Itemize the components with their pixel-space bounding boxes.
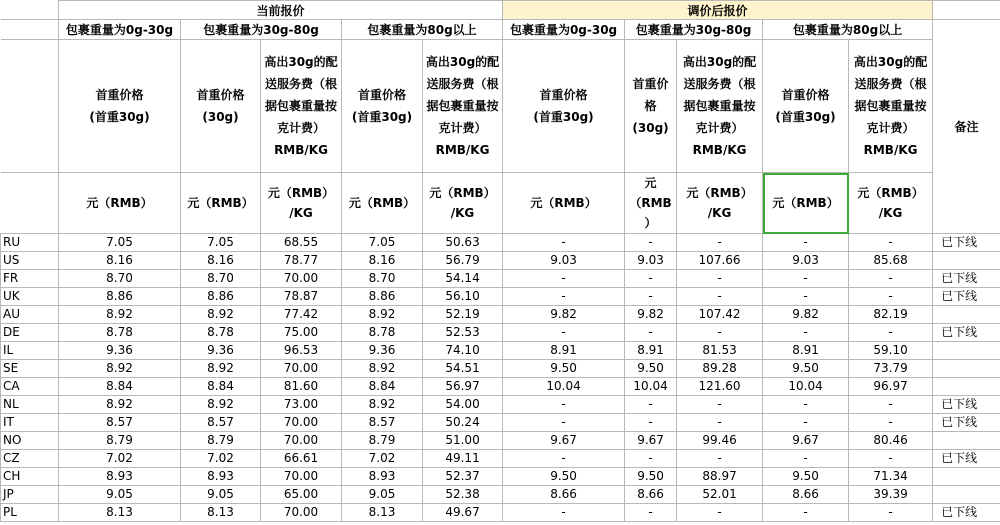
service-fee-30-80-cell[interactable]: 70.00 — [261, 468, 342, 486]
adj-first-price-80-plus-cell[interactable]: - — [763, 234, 849, 252]
first-price-80-plus-cell[interactable]: 8.57 — [342, 414, 423, 432]
unit-rmb-per-kg: 元（RMB） /KG — [423, 173, 503, 234]
adj-first-price-0-30-cell[interactable]: - — [503, 324, 625, 342]
first-price-80-plus-cell[interactable]: 8.70 — [342, 270, 423, 288]
adj-header-first-price: 首重价格 (首重30g) — [763, 40, 849, 173]
table-row — [1, 504, 1000, 522]
adj-service-fee-30-80-cell[interactable]: - — [677, 324, 763, 342]
adj-service-fee-30-80-cell[interactable]: 81.53 — [677, 342, 763, 360]
service-fee-30-80-cell[interactable]: 78.77 — [261, 252, 342, 270]
adj-first-price-30-80-cell[interactable]: - — [625, 324, 677, 342]
service-fee-80-plus-cell[interactable]: 56.10 — [423, 288, 503, 306]
first-price-0-30-cell[interactable]: 8.92 — [59, 396, 181, 414]
service-fee-80-plus-cell[interactable]: 54.14 — [423, 270, 503, 288]
service-fee-80-plus-cell[interactable]: 50.24 — [423, 414, 503, 432]
note-cell[interactable]: 已下线 — [933, 324, 1000, 342]
first-price-80-plus-cell[interactable]: 9.05 — [342, 486, 423, 504]
adj-service-fee-80-plus-cell[interactable]: 73.79 — [849, 360, 933, 378]
weight-range-0-30: 包裹重量为0g-30g — [59, 20, 181, 40]
adj-service-fee-80-plus-cell[interactable]: 71.34 — [849, 468, 933, 486]
first-price-80-plus-cell[interactable]: 8.86 — [342, 288, 423, 306]
note-top-cell — [933, 1, 1000, 20]
adj-first-price-30-80-cell[interactable]: - — [625, 504, 677, 522]
adj-service-fee-30-80-cell[interactable]: - — [677, 288, 763, 306]
first-price-30-80-cell[interactable]: 8.92 — [181, 396, 261, 414]
note-cell[interactable] — [933, 360, 1000, 378]
corner-cell — [1, 173, 59, 234]
adj-first-price-30-80-cell[interactable]: - — [625, 450, 677, 468]
note-cell[interactable] — [933, 342, 1000, 360]
corner-cell — [1, 1, 59, 20]
service-fee-80-plus-cell[interactable]: 54.00 — [423, 396, 503, 414]
adj-first-price-30-80-cell[interactable]: - — [625, 234, 677, 252]
first-price-80-plus-cell[interactable]: 7.02 — [342, 450, 423, 468]
service-fee-30-80-cell[interactable]: 70.00 — [261, 432, 342, 450]
note-header: 备注 — [933, 20, 1000, 234]
first-price-0-30-cell[interactable]: 8.93 — [59, 468, 181, 486]
note-cell[interactable]: 已下线 — [933, 270, 1000, 288]
adj-first-price-0-30-cell[interactable]: 10.04 — [503, 378, 625, 396]
country-code-cell[interactable]: US — [1, 252, 59, 270]
first-price-80-plus-cell[interactable]: 8.84 — [342, 378, 423, 396]
adj-first-price-80-plus-cell[interactable]: 9.67 — [763, 432, 849, 450]
first-price-30-80-cell[interactable]: 8.92 — [181, 360, 261, 378]
table-row — [1, 252, 1000, 270]
first-price-0-30-cell[interactable]: 8.86 — [59, 288, 181, 306]
adj-header-service-fee: 高出30g的配 送服务费（根 据包裹重量按 克计费） RMB/KG — [849, 40, 933, 173]
adj-service-fee-30-80-cell[interactable]: - — [677, 396, 763, 414]
unit-rmb-per-kg: 元（RMB） /KG — [261, 173, 342, 234]
adj-first-price-0-30-cell[interactable]: 8.91 — [503, 342, 625, 360]
adj-service-fee-80-plus-cell[interactable]: - — [849, 450, 933, 468]
adj-first-price-30-80-cell[interactable]: - — [625, 396, 677, 414]
adj-service-fee-30-80-cell[interactable]: - — [677, 234, 763, 252]
adj-service-fee-80-plus-cell[interactable]: - — [849, 414, 933, 432]
note-cell[interactable] — [933, 252, 1000, 270]
first-price-30-80-cell[interactable]: 8.86 — [181, 288, 261, 306]
service-fee-80-plus-cell[interactable]: 49.11 — [423, 450, 503, 468]
adj-unit-rmb-selected-cell[interactable]: 元（RMB） — [763, 173, 849, 234]
country-code-cell[interactable]: FR — [1, 270, 59, 288]
adj-first-price-0-30-cell[interactable]: 9.50 — [503, 360, 625, 378]
adj-unit-rmb-per-kg: 元（RMB） /KG — [849, 173, 933, 234]
adj-first-price-80-plus-cell[interactable]: - — [763, 450, 849, 468]
service-fee-80-plus-cell[interactable]: 52.53 — [423, 324, 503, 342]
header-service-fee: 高出30g的配 送服务费（根 据包裹重量按 克计费） RMB/KG — [423, 40, 503, 173]
first-price-30-80-cell[interactable]: 8.16 — [181, 252, 261, 270]
adj-weight-range-80-plus: 包裹重量为80g以上 — [763, 20, 933, 40]
adj-first-price-0-30-cell[interactable]: 9.50 — [503, 468, 625, 486]
adj-first-price-30-80-cell[interactable]: - — [625, 270, 677, 288]
first-price-0-30-cell[interactable]: 8.79 — [59, 432, 181, 450]
service-fee-30-80-cell[interactable]: 81.60 — [261, 378, 342, 396]
country-code-cell[interactable]: SE — [1, 360, 59, 378]
header-service-fee: 高出30g的配 送服务费（根 据包裹重量按 克计费） RMB/KG — [261, 40, 342, 173]
adj-service-fee-80-plus-cell[interactable]: - — [849, 324, 933, 342]
first-price-80-plus-cell[interactable]: 8.79 — [342, 432, 423, 450]
note-cell[interactable]: 已下线 — [933, 450, 1000, 468]
table-row — [1, 414, 1000, 432]
country-code-cell[interactable]: NL — [1, 396, 59, 414]
country-code-cell[interactable]: RU — [1, 234, 59, 252]
note-cell[interactable] — [933, 432, 1000, 450]
service-fee-80-plus-cell[interactable]: 74.10 — [423, 342, 503, 360]
service-fee-30-80-cell[interactable]: 70.00 — [261, 270, 342, 288]
adj-first-price-30-80-cell[interactable]: 8.66 — [625, 486, 677, 504]
first-price-80-plus-cell[interactable]: 8.16 — [342, 252, 423, 270]
adj-first-price-80-plus-cell[interactable]: - — [763, 324, 849, 342]
first-price-30-80-cell[interactable]: 8.92 — [181, 306, 261, 324]
country-code-cell[interactable]: CA — [1, 378, 59, 396]
first-price-0-30-cell[interactable]: 8.70 — [59, 270, 181, 288]
first-price-30-80-cell[interactable]: 8.78 — [181, 324, 261, 342]
service-fee-30-80-cell[interactable]: 68.55 — [261, 234, 342, 252]
adj-service-fee-80-plus-cell[interactable]: 39.39 — [849, 486, 933, 504]
first-price-30-80-cell[interactable]: 8.70 — [181, 270, 261, 288]
service-fee-80-plus-cell[interactable]: 49.67 — [423, 504, 503, 522]
adj-service-fee-30-80-cell[interactable]: - — [677, 504, 763, 522]
table-row — [1, 342, 1000, 360]
country-code-cell[interactable]: IT — [1, 414, 59, 432]
service-fee-30-80-cell[interactable]: 75.00 — [261, 324, 342, 342]
service-fee-80-plus-cell[interactable]: 52.37 — [423, 468, 503, 486]
adj-first-price-80-plus-cell[interactable]: - — [763, 504, 849, 522]
first-price-0-30-cell[interactable]: 8.13 — [59, 504, 181, 522]
first-price-80-plus-cell[interactable]: 8.92 — [342, 396, 423, 414]
header-first-price: 首重价格 (首重30g) — [342, 40, 423, 173]
adj-unit-rmb: 元 （RMB ） — [625, 173, 677, 234]
adj-service-fee-30-80-cell[interactable]: - — [677, 414, 763, 432]
first-price-0-30-cell[interactable]: 7.02 — [59, 450, 181, 468]
table-body — [1, 234, 1000, 522]
adj-unit-rmb: 元（RMB） — [503, 173, 625, 234]
service-fee-30-80-cell[interactable]: 96.53 — [261, 342, 342, 360]
first-price-30-80-cell[interactable]: 9.36 — [181, 342, 261, 360]
country-code-cell[interactable]: PL — [1, 504, 59, 522]
table-row — [1, 486, 1000, 504]
first-price-30-80-cell[interactable]: 8.57 — [181, 414, 261, 432]
adj-first-price-80-plus-cell[interactable]: 8.66 — [763, 486, 849, 504]
service-fee-30-80-cell[interactable]: 70.00 — [261, 504, 342, 522]
weight-range-80-plus: 包裹重量为80g以上 — [342, 20, 503, 40]
corner-cell — [1, 20, 59, 40]
first-price-30-80-cell[interactable]: 7.02 — [181, 450, 261, 468]
adj-first-price-30-80-cell[interactable]: 9.82 — [625, 306, 677, 324]
note-cell[interactable] — [933, 486, 1000, 504]
adj-first-price-30-80-cell[interactable]: - — [625, 414, 677, 432]
unit-rmb: 元（RMB） — [59, 173, 181, 234]
service-fee-30-80-cell[interactable]: 73.00 — [261, 396, 342, 414]
service-fee-30-80-cell[interactable]: 70.00 — [261, 360, 342, 378]
adj-first-price-80-plus-cell[interactable]: - — [763, 270, 849, 288]
first-price-80-plus-cell[interactable]: 7.05 — [342, 234, 423, 252]
first-price-30-80-cell[interactable]: 8.79 — [181, 432, 261, 450]
country-code-cell[interactable]: JP — [1, 486, 59, 504]
adj-service-fee-30-80-cell[interactable]: 121.60 — [677, 378, 763, 396]
adj-first-price-80-plus-cell[interactable]: 9.50 — [763, 468, 849, 486]
adj-first-price-80-plus-cell[interactable]: 9.03 — [763, 252, 849, 270]
first-price-0-30-cell[interactable]: 9.05 — [59, 486, 181, 504]
country-code-cell[interactable]: DE — [1, 324, 59, 342]
adj-header-service-fee: 高出30g的配 送服务费（根 据包裹重量按 克计费） RMB/KG — [677, 40, 763, 173]
first-price-30-80-cell[interactable]: 9.05 — [181, 486, 261, 504]
table-row — [1, 360, 1000, 378]
adj-service-fee-30-80-cell[interactable]: 88.97 — [677, 468, 763, 486]
adj-service-fee-30-80-cell[interactable]: 99.46 — [677, 432, 763, 450]
table-row — [1, 468, 1000, 486]
adj-first-price-0-30-cell[interactable]: 9.67 — [503, 432, 625, 450]
adj-weight-range-0-30: 包裹重量为0g-30g — [503, 20, 625, 40]
adj-unit-rmb-per-kg: 元（RMB） /KG — [677, 173, 763, 234]
adj-first-price-30-80-cell[interactable]: - — [625, 288, 677, 306]
adj-service-fee-80-plus-cell[interactable]: - — [849, 234, 933, 252]
first-price-0-30-cell[interactable]: 8.92 — [59, 360, 181, 378]
country-code-cell[interactable]: CH — [1, 468, 59, 486]
adj-first-price-0-30-cell[interactable]: - — [503, 414, 625, 432]
first-price-80-plus-cell[interactable]: 8.92 — [342, 306, 423, 324]
first-price-0-30-cell[interactable]: 8.57 — [59, 414, 181, 432]
adj-first-price-80-plus-cell[interactable]: - — [763, 288, 849, 306]
adj-first-price-30-80-cell[interactable]: 9.50 — [625, 360, 677, 378]
adj-service-fee-80-plus-cell[interactable]: 59.10 — [849, 342, 933, 360]
table-row — [1, 378, 1000, 396]
header-first-price: 首重价格 (30g) — [181, 40, 261, 173]
country-code-cell[interactable]: CZ — [1, 450, 59, 468]
service-fee-80-plus-cell[interactable]: 50.63 — [423, 234, 503, 252]
adj-first-price-80-plus-cell[interactable]: 9.82 — [763, 306, 849, 324]
adj-service-fee-30-80-cell[interactable]: 52.01 — [677, 486, 763, 504]
note-cell[interactable]: 已下线 — [933, 396, 1000, 414]
service-fee-80-plus-cell[interactable]: 51.00 — [423, 432, 503, 450]
service-fee-30-80-cell[interactable]: 66.61 — [261, 450, 342, 468]
table-row — [1, 396, 1000, 414]
table-row — [1, 270, 1000, 288]
adj-first-price-30-80-cell[interactable]: 9.03 — [625, 252, 677, 270]
adj-first-price-0-30-cell[interactable]: - — [503, 234, 625, 252]
first-price-0-30-cell[interactable]: 7.05 — [59, 234, 181, 252]
adj-service-fee-80-plus-cell[interactable]: - — [849, 504, 933, 522]
service-fee-80-plus-cell[interactable]: 56.97 — [423, 378, 503, 396]
adj-service-fee-80-plus-cell[interactable]: 80.46 — [849, 432, 933, 450]
adj-service-fee-30-80-cell[interactable]: 107.42 — [677, 306, 763, 324]
country-code-cell[interactable]: IL — [1, 342, 59, 360]
adj-service-fee-30-80-cell[interactable]: 89.28 — [677, 360, 763, 378]
adj-weight-range-30-80: 包裹重量为30g-80g — [625, 20, 763, 40]
country-code-cell[interactable]: NO — [1, 432, 59, 450]
first-price-80-plus-cell[interactable]: 8.93 — [342, 468, 423, 486]
adj-service-fee-80-plus-cell[interactable]: - — [849, 270, 933, 288]
header-first-price: 首重价格 (首重30g) — [59, 40, 181, 173]
note-cell[interactable]: 已下线 — [933, 288, 1000, 306]
note-cell[interactable] — [933, 378, 1000, 396]
adj-first-price-0-30-cell[interactable]: 9.03 — [503, 252, 625, 270]
table-row — [1, 432, 1000, 450]
table-row — [1, 306, 1000, 324]
service-fee-80-plus-cell[interactable]: 52.38 — [423, 486, 503, 504]
service-fee-30-80-cell[interactable]: 70.00 — [261, 414, 342, 432]
adj-service-fee-80-plus-cell[interactable]: 82.19 — [849, 306, 933, 324]
note-cell[interactable]: 已下线 — [933, 504, 1000, 522]
adj-service-fee-80-plus-cell[interactable]: - — [849, 288, 933, 306]
first-price-30-80-cell[interactable]: 7.05 — [181, 234, 261, 252]
service-fee-80-plus-cell[interactable]: 54.51 — [423, 360, 503, 378]
adj-first-price-0-30-cell[interactable]: 9.82 — [503, 306, 625, 324]
note-cell[interactable]: 已下线 — [933, 234, 1000, 252]
table-row — [1, 288, 1000, 306]
first-price-0-30-cell[interactable]: 8.16 — [59, 252, 181, 270]
note-cell[interactable] — [933, 468, 1000, 486]
service-fee-30-80-cell[interactable]: 77.42 — [261, 306, 342, 324]
adj-service-fee-30-80-cell[interactable]: - — [677, 270, 763, 288]
first-price-30-80-cell[interactable]: 8.84 — [181, 378, 261, 396]
service-fee-80-plus-cell[interactable]: 56.79 — [423, 252, 503, 270]
first-price-0-30-cell[interactable]: 8.78 — [59, 324, 181, 342]
adj-service-fee-30-80-cell[interactable]: - — [677, 450, 763, 468]
adj-first-price-0-30-cell[interactable]: 8.66 — [503, 486, 625, 504]
first-price-30-80-cell[interactable]: 8.13 — [181, 504, 261, 522]
adj-first-price-80-plus-cell[interactable]: 9.50 — [763, 360, 849, 378]
group-adjusted-header: 调价后报价 — [503, 1, 933, 20]
first-price-80-plus-cell[interactable]: 8.92 — [342, 360, 423, 378]
adj-first-price-80-plus-cell[interactable]: - — [763, 396, 849, 414]
adj-service-fee-80-plus-cell[interactable]: - — [849, 396, 933, 414]
adj-first-price-80-plus-cell[interactable]: 8.91 — [763, 342, 849, 360]
adj-header-first-price: 首重价格 (首重30g) — [503, 40, 625, 173]
adj-first-price-80-plus-cell[interactable]: - — [763, 414, 849, 432]
first-price-0-30-cell[interactable]: 8.84 — [59, 378, 181, 396]
adj-service-fee-80-plus-cell[interactable]: 85.68 — [849, 252, 933, 270]
first-price-0-30-cell[interactable]: 9.36 — [59, 342, 181, 360]
adj-header-first-price: 首重价 格 (30g) — [625, 40, 677, 173]
first-price-0-30-cell[interactable]: 8.92 — [59, 306, 181, 324]
first-price-80-plus-cell[interactable]: 8.13 — [342, 504, 423, 522]
service-fee-30-80-cell[interactable]: 65.00 — [261, 486, 342, 504]
adj-first-price-30-80-cell[interactable]: 8.91 — [625, 342, 677, 360]
service-fee-80-plus-cell[interactable]: 52.19 — [423, 306, 503, 324]
adj-first-price-0-30-cell[interactable]: - — [503, 450, 625, 468]
unit-rmb: 元（RMB） — [342, 173, 423, 234]
table-row — [1, 234, 1000, 252]
first-price-30-80-cell[interactable]: 8.93 — [181, 468, 261, 486]
table-row — [1, 450, 1000, 468]
weight-range-30-80: 包裹重量为30g-80g — [181, 20, 342, 40]
adj-first-price-30-80-cell[interactable]: 10.04 — [625, 378, 677, 396]
service-fee-30-80-cell[interactable]: 78.87 — [261, 288, 342, 306]
adj-first-price-0-30-cell[interactable]: - — [503, 288, 625, 306]
adj-service-fee-30-80-cell[interactable]: 107.66 — [677, 252, 763, 270]
note-cell[interactable]: 已下线 — [933, 414, 1000, 432]
adj-service-fee-80-plus-cell[interactable]: 96.97 — [849, 378, 933, 396]
note-cell[interactable] — [933, 306, 1000, 324]
corner-cell — [1, 40, 59, 173]
adj-first-price-0-30-cell[interactable]: - — [503, 396, 625, 414]
adj-first-price-0-30-cell[interactable]: - — [503, 504, 625, 522]
unit-rmb: 元（RMB） — [181, 173, 261, 234]
table-row — [1, 324, 1000, 342]
adj-first-price-30-80-cell[interactable]: 9.50 — [625, 468, 677, 486]
first-price-80-plus-cell[interactable]: 8.78 — [342, 324, 423, 342]
country-code-cell[interactable]: AU — [1, 306, 59, 324]
adj-first-price-30-80-cell[interactable]: 9.67 — [625, 432, 677, 450]
country-code-cell[interactable]: UK — [1, 288, 59, 306]
group-current-header: 当前报价 — [59, 1, 503, 20]
adj-first-price-0-30-cell[interactable]: - — [503, 270, 625, 288]
adj-first-price-80-plus-cell[interactable]: 10.04 — [763, 378, 849, 396]
first-price-80-plus-cell[interactable]: 9.36 — [342, 342, 423, 360]
